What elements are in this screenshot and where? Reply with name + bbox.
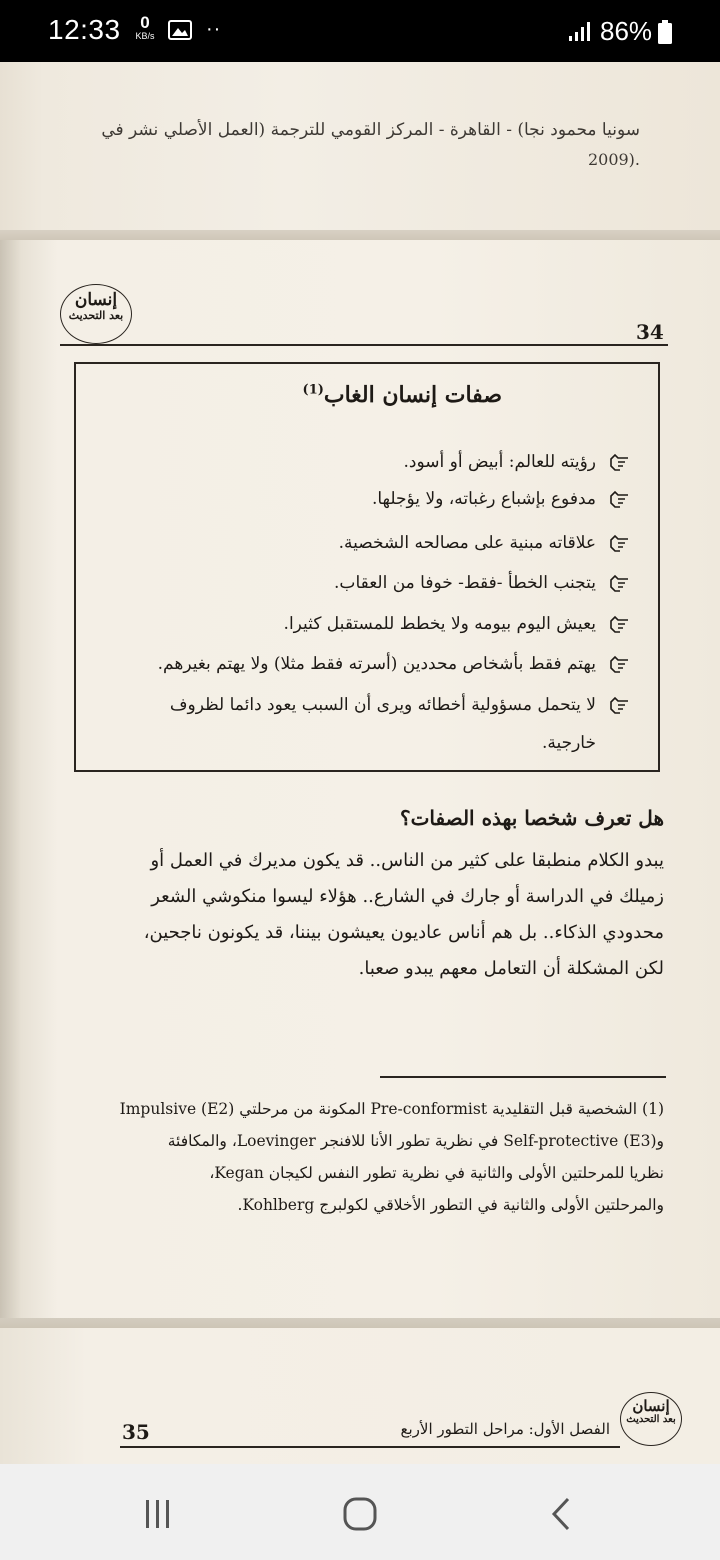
- page-gap: [0, 1318, 720, 1328]
- network-speed-value: 0: [140, 13, 150, 32]
- hand-pointer-bullet-icon: [608, 614, 630, 636]
- header-rule: [60, 344, 668, 346]
- signal-strength-icon: [568, 20, 592, 47]
- network-speed-indicator: [128, 14, 162, 41]
- page-gap: [0, 230, 720, 240]
- book-logo-line: بعد التحديث: [68, 308, 124, 322]
- trait-item: يعيش اليوم بيومه ولا يخطط للمستقبل كثيرا.: [283, 614, 596, 634]
- previous-page-scan: [0, 62, 720, 230]
- hand-pointer-bullet-icon: [608, 573, 630, 595]
- paragraph-line: يبدو الكلام منطبقا على كثير من الناس.. قد يكون مديرك في العمل أو: [150, 850, 664, 871]
- trait-item: لا يتحمل مسؤولية أخطائه ويرى أن السبب يعود دائما لظروف: [169, 695, 596, 715]
- section-question: هل تعرف شخصا بهذه الصفات؟: [399, 806, 664, 830]
- gallery-notification-icon: [168, 20, 192, 45]
- paragraph-line: محدودي الذكاء.. بل هم أناس عاديون يعيشون بيننا، قد يكونون ناجحين،: [143, 922, 664, 943]
- previous-page-line: .(2009: [587, 150, 640, 169]
- paragraph-line: لكن المشكلة أن التعامل معهم يبدو صعبا.: [358, 958, 664, 979]
- hand-pointer-bullet-icon: [608, 452, 630, 474]
- hand-pointer-bullet-icon: [608, 654, 630, 676]
- footer-rule: [120, 1446, 620, 1448]
- page-number: 34: [636, 320, 664, 344]
- book-logo-line: إنسان: [74, 290, 118, 310]
- book-logo-line: إنسان: [632, 1397, 670, 1415]
- hand-pointer-bullet-icon: [608, 533, 630, 555]
- clock: 12:33: [48, 14, 121, 45]
- footnote-line: نظريا للمرحلتين الأولى والثانية في نظرية تطور النفس لكيجان Kegan،: [209, 1164, 664, 1182]
- trait-item: مدفوع بإشباع رغباته، ولا يؤجلها.: [371, 489, 596, 509]
- status-bar: [0, 0, 720, 62]
- hand-pointer-bullet-icon: [608, 695, 630, 717]
- footnote-line: والمرحلتين الأولى والثانية في التطور الأخلاقي لكولبرج Kohlberg.: [237, 1196, 664, 1214]
- trait-item: يتجنب الخطأ -فقط- خوفا من العقاب.: [334, 573, 596, 593]
- footnote-marker: (1): [302, 382, 324, 398]
- traits-box-title-text: صفات إنسان الغاب: [323, 382, 502, 408]
- page-number: 35: [122, 1420, 150, 1444]
- back-icon[interactable]: [542, 1494, 582, 1534]
- book-logo-seal: [620, 1392, 682, 1446]
- trait-item-continuation: خارجية.: [541, 733, 596, 753]
- footnote-line: وSelf-protective (E3) في نظرية تطور الأنا للافنجر Loevinger، والمكافئة: [167, 1132, 664, 1150]
- page-35-scan: [0, 1328, 720, 1464]
- paragraph-line: زميلك في الدراسة أو جارك في الشارع.. هؤلاء ليسوا منكوشي الشعر: [151, 886, 664, 907]
- hand-pointer-bullet-icon: [608, 489, 630, 511]
- book-logo-seal: [60, 284, 132, 344]
- trait-item: يهتم فقط بأشخاص محددين (أسرته فقط مثلا) ولا يهتم بغيرهم.: [157, 654, 596, 674]
- previous-page-line: سونيا محمود نجا) - القاهرة - المركز القومي للترجمة (العمل الأصلي نشر في: [101, 120, 640, 140]
- battery-percentage: 86%: [600, 16, 653, 46]
- battery-icon: [658, 20, 672, 49]
- trait-item: علاقاته مبنية على مصالحه الشخصية.: [338, 533, 596, 553]
- more-notifications-icon: ··: [206, 18, 222, 40]
- book-logo-line: بعد التحديث: [626, 1413, 676, 1425]
- traits-box-title: [303, 382, 502, 408]
- home-icon[interactable]: [340, 1494, 380, 1534]
- footnote-line: (1) الشخصية قبل التقليدية Pre-conformist المكونة من مرحلتي Impulsive (E2): [119, 1100, 664, 1118]
- trait-item: رؤيته للعالم: أبيض أو أسود.: [403, 452, 596, 472]
- chapter-title: الفصل الأول: مراحل التطور الأربع: [400, 1420, 610, 1438]
- navigation-bar: [0, 1464, 720, 1560]
- network-speed-unit: KB/s: [135, 31, 155, 41]
- recent-apps-icon[interactable]: [138, 1494, 178, 1534]
- footnote-rule: [380, 1076, 666, 1078]
